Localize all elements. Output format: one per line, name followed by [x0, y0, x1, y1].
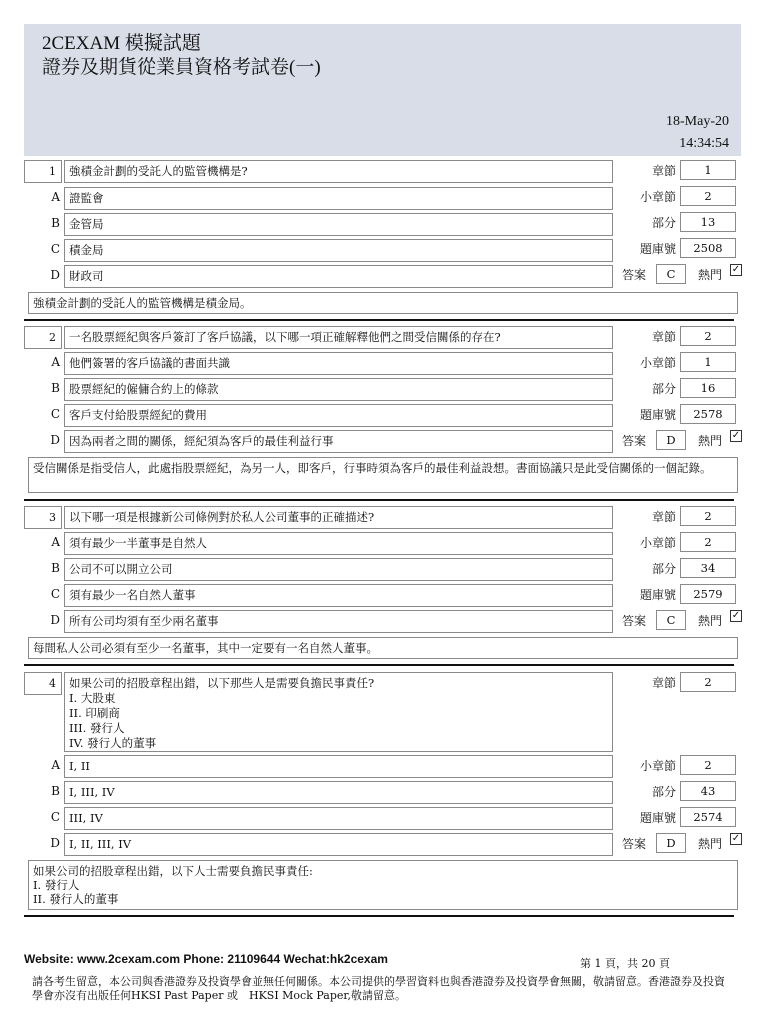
question-number: 2	[24, 326, 62, 349]
bank-no-label: 題庫號	[639, 588, 676, 602]
page-indicator: 第 1 頁，共 20 頁	[580, 957, 670, 970]
question-number: 3	[24, 506, 62, 529]
bank-no-label: 題庫號	[639, 242, 676, 256]
footer-contact: Website: www.2cexam.com Phone: 21109644 Wechat:hk2cexam	[24, 952, 388, 966]
question-text: 一名股票經紀與客戶簽訂了客戶協議，以下哪一項正確解釋他們之間受信關係的存在?	[64, 326, 613, 349]
question-number: 4	[24, 672, 62, 695]
question-block	[24, 324, 741, 496]
subchapter-value: 1	[680, 352, 736, 372]
option-d[interactable]: I, II, III, IV	[64, 833, 613, 856]
hot-label: 熱門	[698, 837, 723, 851]
hot-checkbox[interactable]: ✓	[731, 264, 741, 275]
explanation: 強積金計劃的受託人的監管機構是積金局。	[28, 292, 738, 314]
option-letter: A	[51, 758, 60, 772]
answer-value: C	[656, 610, 686, 630]
hot-label: 熱門	[698, 614, 723, 628]
option-letter: B	[51, 381, 60, 395]
question-text: 如果公司的招股章程出錯，以下那些人是需要負擔民事責任? I. 大股東 II. 印刷商 III. 發行人 IV. 發行人的董事	[64, 672, 613, 752]
bank-no-label: 題庫號	[639, 408, 676, 422]
explanation: 每間私人公司必須有至少一名董事，其中一定要有一名自然人董事。	[28, 637, 738, 659]
part-value: 34	[680, 558, 736, 578]
option-a[interactable]: 證監會	[64, 187, 613, 210]
part-label: 部分	[651, 785, 676, 799]
subchapter-label: 小章節	[639, 356, 676, 370]
question-divider	[24, 499, 734, 501]
subchapter-label: 小章節	[639, 190, 676, 204]
option-c[interactable]: III, IV	[64, 807, 613, 830]
option-letter: A	[51, 355, 60, 369]
option-letter: D	[50, 836, 60, 850]
subchapter-value: 2	[680, 532, 736, 552]
part-value: 43	[680, 781, 736, 801]
exam-subtitle: 證券及期貨從業員資格考試卷(一)	[42, 57, 321, 78]
option-c[interactable]: 客戶支付給股票經紀的費用	[64, 404, 613, 427]
option-a[interactable]: 須有最少一半董事是自然人	[64, 532, 613, 555]
part-label: 部分	[651, 382, 676, 396]
option-letter: B	[51, 561, 60, 575]
chapter-value: 1	[680, 160, 736, 180]
option-d[interactable]: 財政司	[64, 265, 613, 288]
subchapter-label: 小章節	[639, 536, 676, 550]
option-letter: B	[51, 784, 60, 798]
option-c[interactable]: 須有最少一名自然人董事	[64, 584, 613, 607]
print-date: 18-May-20	[666, 114, 729, 129]
chapter-value: 2	[680, 506, 736, 526]
option-letter: C	[50, 810, 60, 824]
footer-disclaimer: 請各考生留意，本公司與香港證券及投資學會並無任何關係。本公司提供的學習資料也與香港證券及投資學會無關，敬請留意。香港證券及投資學會亦沒有出版任何HKSI Past Paper 或 HKSI Mock Paper,敬請留意。	[32, 975, 725, 1002]
print-time: 14:34:54	[679, 136, 729, 151]
chapter-label: 章節	[651, 510, 676, 524]
answer-value: D	[656, 430, 686, 450]
option-letter: A	[51, 190, 60, 204]
option-a[interactable]: I, II	[64, 755, 613, 778]
answer-value: C	[656, 264, 686, 284]
subchapter-value: 2	[680, 755, 736, 775]
chapter-label: 章節	[651, 676, 676, 690]
question-divider	[24, 915, 734, 917]
option-b[interactable]: I, III, IV	[64, 781, 613, 804]
question-divider	[24, 319, 734, 321]
question-block	[24, 504, 741, 662]
option-letter: C	[50, 407, 60, 421]
option-letter: D	[50, 268, 60, 282]
bank-no-value: 2574	[680, 807, 736, 827]
exam-title: 2CEXAM 模擬試題	[42, 33, 201, 54]
hot-label: 熱門	[698, 268, 723, 282]
chapter-label: 章節	[651, 164, 676, 178]
explanation: 受信關係是指受信人，此處指股票經紀，為另一人，即客戶，行事時須為客戶的最佳利益設想。書面協議只是此受信關係的一個記錄。	[28, 457, 738, 493]
answer-label: 答案	[622, 837, 647, 851]
option-c[interactable]: 積金局	[64, 239, 613, 262]
chapter-value: 2	[680, 672, 736, 692]
hot-checkbox[interactable]: ✓	[731, 430, 741, 441]
question-block	[24, 158, 741, 316]
option-letter: C	[50, 242, 60, 256]
option-letter: D	[50, 433, 60, 447]
subchapter-value: 2	[680, 186, 736, 206]
question-divider	[24, 664, 734, 666]
question-block	[24, 670, 741, 916]
bank-no-value: 2579	[680, 584, 736, 604]
hot-checkbox[interactable]: ✓	[731, 610, 741, 621]
answer-value: D	[656, 833, 686, 853]
subchapter-label: 小章節	[639, 759, 676, 773]
option-letter: A	[51, 535, 60, 549]
option-letter: D	[50, 613, 60, 627]
bank-no-value: 2508	[680, 238, 736, 258]
option-a[interactable]: 他們簽署的客戶協議的書面共識	[64, 352, 613, 375]
option-d[interactable]: 因為兩者之間的關係，經紀須為客戶的最佳利益行事	[64, 430, 613, 453]
hot-checkbox[interactable]: ✓	[731, 833, 741, 844]
part-label: 部分	[651, 216, 676, 230]
answer-label: 答案	[622, 268, 647, 282]
page-header	[24, 24, 741, 156]
part-value: 13	[680, 212, 736, 232]
option-letter: C	[50, 587, 60, 601]
option-letter: B	[51, 216, 60, 230]
chapter-label: 章節	[651, 330, 676, 344]
option-b[interactable]: 金管局	[64, 213, 613, 236]
explanation: 如果公司的招股章程出錯，以下人士需要負擔民事責任: I. 發行人 II. 發行人的董事	[28, 860, 738, 910]
part-value: 16	[680, 378, 736, 398]
answer-label: 答案	[622, 434, 647, 448]
option-b[interactable]: 股票經紀的僱傭合約上的條款	[64, 378, 613, 401]
question-text: 強積金計劃的受託人的監管機構是?	[64, 160, 613, 183]
question-number: 1	[24, 160, 62, 183]
answer-label: 答案	[622, 614, 647, 628]
bank-no-label: 題庫號	[639, 811, 676, 825]
bank-no-value: 2578	[680, 404, 736, 424]
option-d[interactable]: 所有公司均須有至少兩名董事	[64, 610, 613, 633]
chapter-value: 2	[680, 326, 736, 346]
hot-label: 熱門	[698, 434, 723, 448]
part-label: 部分	[651, 562, 676, 576]
option-b[interactable]: 公司不可以開立公司	[64, 558, 613, 581]
question-text: 以下哪一項是根據新公司條例對於私人公司董事的正確描述?	[64, 506, 613, 529]
